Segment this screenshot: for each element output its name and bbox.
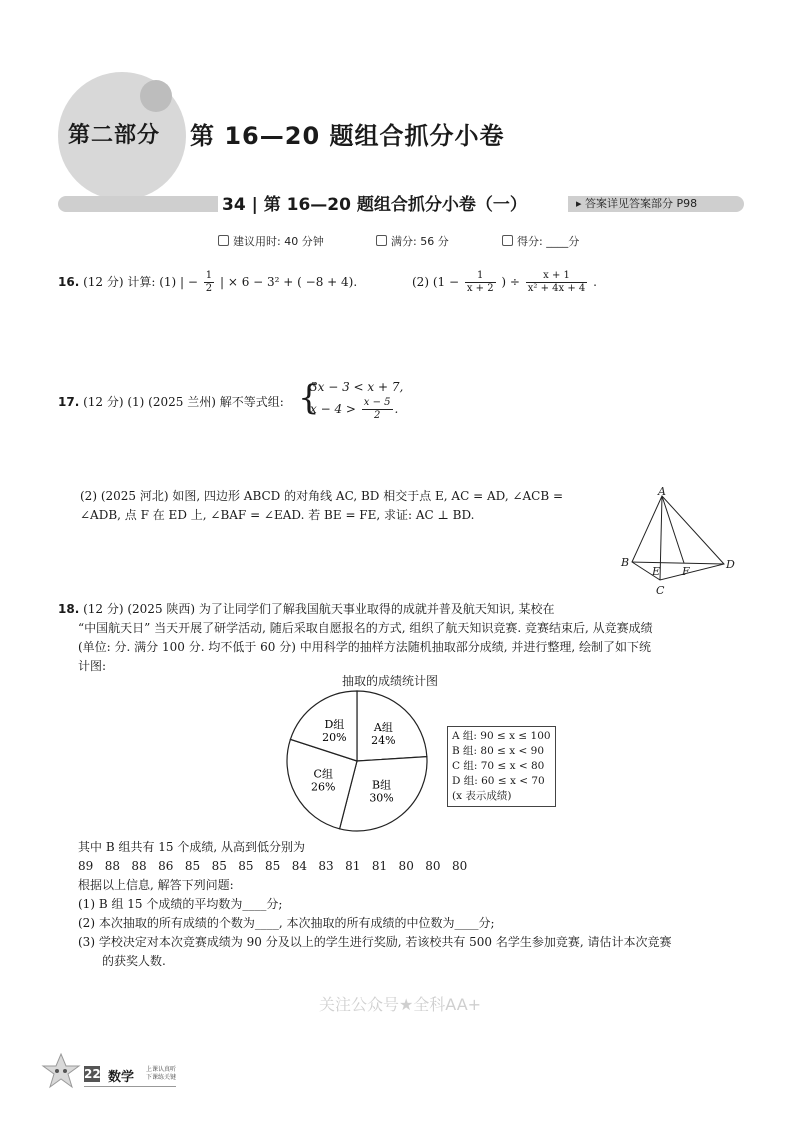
diagonal-bd [632,562,724,564]
clock-icon [218,235,229,246]
segment-af [662,496,684,563]
pie-percent-d: 20% [322,730,347,744]
label-c: C [656,584,665,597]
part-title: 第 16—20 题组合抓分小卷 [190,122,505,150]
label-d: D [726,558,735,571]
question-18-body: 其中 B 组共有 15 个成绩, 从高到低分别为 89 88 88 86 85 85 85 85 84 83 81 81 80 80 80 根据以上信息, 解答下列问题: (1) B 组 15 个成绩的平均数为____分; (2) 本次抽取的所有成绩的个数为____, 本次抽取的所有成绩的中位数为____分; (3) 学校决定对本次竞赛成绩为 90 分及以上的学生进行奖励, 若该校共有 500 名学生参加竞赛, 请估计本次竞赛 的获奖人数. [78,838,768,971]
legend-note: (x 表示成绩) [452,790,512,802]
inequality-2: x − 4 > $\frac{x - 5}{2}$ . [310,397,399,421]
banner-title: 34 | 第 16—20 题组合抓分小卷（一） [222,195,527,215]
pie-label-a: A组 [373,720,393,734]
footer-rule [84,1086,176,1087]
part-label: 第二部分 [68,123,161,148]
legend-item-d: D 组: 60 ≤ x < 70 [452,775,545,787]
banner-left-bar [58,196,218,212]
meta-time: 建议用时: 40 分钟 [218,233,324,249]
figure-outline [632,496,724,580]
meta-full: 满分: 56 分 [376,233,449,249]
legend-item-c: C 组: 70 ≤ x < 80 [452,760,545,772]
chart-legend [447,726,556,807]
watermark: 关注公众号★全科AA+ [318,995,482,1014]
mascot-icon [40,1052,82,1090]
pie-percent-b: 30% [369,791,394,805]
pie-label-b: B组 [371,778,392,792]
pie-percent-c: 26% [311,780,336,794]
answer-reference: ▸ 答案详见答案部分 P98 [568,196,744,212]
question-17-part1: 17. (12 分) (1) (2025 兰州) 解不等式组: [58,395,284,409]
page-number: 22 [84,1067,101,1081]
score-icon [376,235,387,246]
pie-label-c: C组 [313,767,333,781]
fraction: $\frac{1}{2}$ [205,270,213,294]
legend-item-a: A 组: 90 ≤ x ≤ 100 [452,730,551,742]
pie-chart [284,688,430,834]
footer-subject: 数学 [108,1070,135,1085]
sub-question-2: (2) 本次抽取的所有成绩的个数为____, 本次抽取的所有成绩的中位数为____分; [78,916,495,930]
sub-question-3: (3) 学校决定对本次竞赛成绩为 90 分及以上的学生进行奖励, 若该校共有 500 名学生参加竞赛, 请估计本次竞赛 [78,935,672,949]
score-list: 89 88 88 86 85 85 85 85 84 83 81 81 80 80 80 [78,859,468,873]
diagonal-ac [660,496,662,580]
question-18-stem: 18. (12 分) (2025 陕西) 为了让同学们了解我国航天事业取得的成就并普及航天知识, 某校在 “中国航天日” 当天开展了研学活动, 随后采取自愿报名的方式, 组织了航天知识竞赛. 竞赛结束后, 从竞赛成绩 (单位: 分. 满分 100 分. 均不低于 60 分) 中用科学的抽样方法随机抽取部分成绩, 并进行整理, 绘制了如下统 计图: [58,602,653,673]
question-17-part2: (2) (2025 河北) 如图, 四边形 ABCD 的对角线 AC, BD 相交于点 E, AC = AD, ∠ACB = ∠ADB, 点 F 在 ED 上, ∠BAF = ∠EAD. 若 BE = FE, 求证: AC ⊥ BD. [80,489,564,522]
chart-title: 抽取的成绩统计图 [342,674,439,688]
brace: { [298,378,320,418]
label-a: A [658,486,666,498]
pen-icon [502,235,513,246]
legend-item-b: B 组: 80 ≤ x < 90 [452,745,545,757]
label-f: F [682,565,690,578]
question-16-part1: 16. (12 分) 计算: (1) | − $\frac{1}{2}$ | × 6 − 3² + ( −8 + 4). [58,270,358,294]
sub-question-1: (1) B 组 15 个成绩的平均数为____分; [78,897,283,911]
question-16-part2: (2) (1 − $\frac{1}{x + 2}$ ) ÷ $\frac{x + 1}{\text{x² + 4x + 4}}$ . [412,270,597,294]
label-e: E [652,565,661,578]
meta-score: 得分: ____分 [502,233,579,249]
header-decor-small-circle [140,80,172,112]
quadrilateral-figure [618,486,738,602]
footer-tagline: 上课认真听 下课练关键 [146,1066,177,1081]
inequality-1: 3x − 3 < x + 7, [310,380,404,394]
pie-label-d: D组 [324,717,345,731]
label-b: B [621,556,630,569]
pie-percent-a: 24% [371,733,396,747]
